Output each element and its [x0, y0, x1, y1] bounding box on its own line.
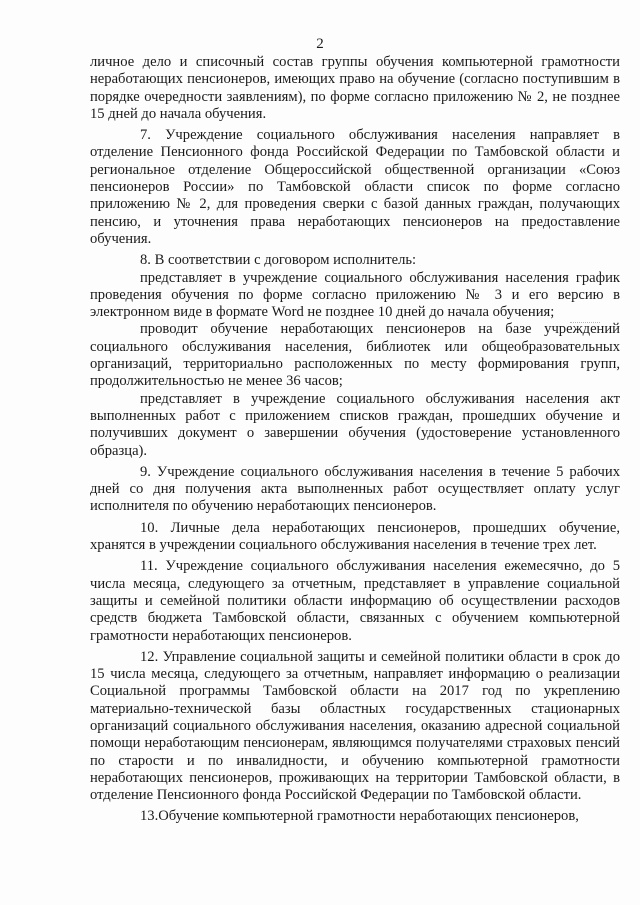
paragraph-8-item-act: представляет в учреждение социального обслуживания населения акт выполненных работ с приложением списков граждан, прошедших обучение и получивших документ о завершении обучения (удостоверение установленного образца). — [90, 390, 620, 459]
paragraph-10: 10. Личные дела неработающих пенсионеров, прошедших обучение, хранятся в учреждении социального обслуживания населения в течение трех лет. — [90, 519, 620, 554]
paragraph-12: 12. Управление социальной защиты и семейной политики области в срок до 15 числа месяца, следующего за отчетным, направляет информацию о реализации Социальной программы Тамбовской области на 2017 год по укреплению материально-технической базы областных государственных стационарных организаций социального обслуживания населения, оказанию адресной социальной помощи неработающим пенсионерам, являющимся получателями страховых пенсий по старости и по инвалидности, и обучению компьютерной грамотности неработающих пенсионеров, проживающих на территории Тамбовской области, в отделение Пенсионного фонда Российской Федерации по Тамбовской области. — [90, 648, 620, 804]
paragraph-8-item-training: проводит обучение неработающих пенсионеров на базе учреждений социального обслуживания населения, библиотек или общеобразовательных организаций, территориально расположенных по месту формирования групп, продолжительностью не менее 36 часов; — [90, 321, 620, 390]
scan-artifact — [570, 322, 600, 327]
paragraph-8: 8. В соответствии с договором исполнитель: — [140, 252, 417, 269]
paragraph-continuation: личное дело и списочный состав группы обучения компьютерной грамотности неработающих пенсионеров, имеющих право на обучение (согласно поступившим в порядке очередности заявлениям), по форме согласно приложению № 2, не позднее 15 дней до начала обучения. — [90, 54, 620, 122]
paragraph-7: 7. Учреждение социального обслуживания населения направляет в отделение Пенсионного фонда Российской Федерации по Тамбовской области и региональное отделение Общероссийской общественной организации «Союз пенсионеров России» по Тамбовской области список по форме согласно приложению № 2, для проведения сверки с базой данных граждан, получающих пенсию, и уточнения права неработающих пенсионеров на предоставление обучения. — [90, 127, 620, 247]
paragraph-8-item-schedule: представляет в учреждение социального обслуживания населения график проведения обучения по форме согласно приложению № 3 и его версию в электронном виде в формате Word не позднее 10 дней до начала обучения; — [90, 269, 620, 321]
document-body — [90, 54, 620, 830]
page-number: 2 — [316, 36, 324, 52]
paragraph-9: 9. Учреждение социального обслуживания населения в течение 5 рабочих дней со дня получения акта выполненных работ осуществляет оплату услуг исполнителя по обучению неработающих пенсионеров. — [90, 463, 620, 515]
paragraph-13: 13.Обучение компьютерной грамотности неработающих пенсионеров, — [140, 808, 579, 825]
paragraph-11: 11. Учреждение социального обслуживания населения ежемесячно, до 5 числа месяца, следующего за отчетным, представляет в управление социальной защиты и семейной политики области информацию об осуществлении расходов средств бюджета Тамбовской области, связанных с обучением компьютерной грамотности неработающих пенсионеров. — [90, 558, 620, 644]
